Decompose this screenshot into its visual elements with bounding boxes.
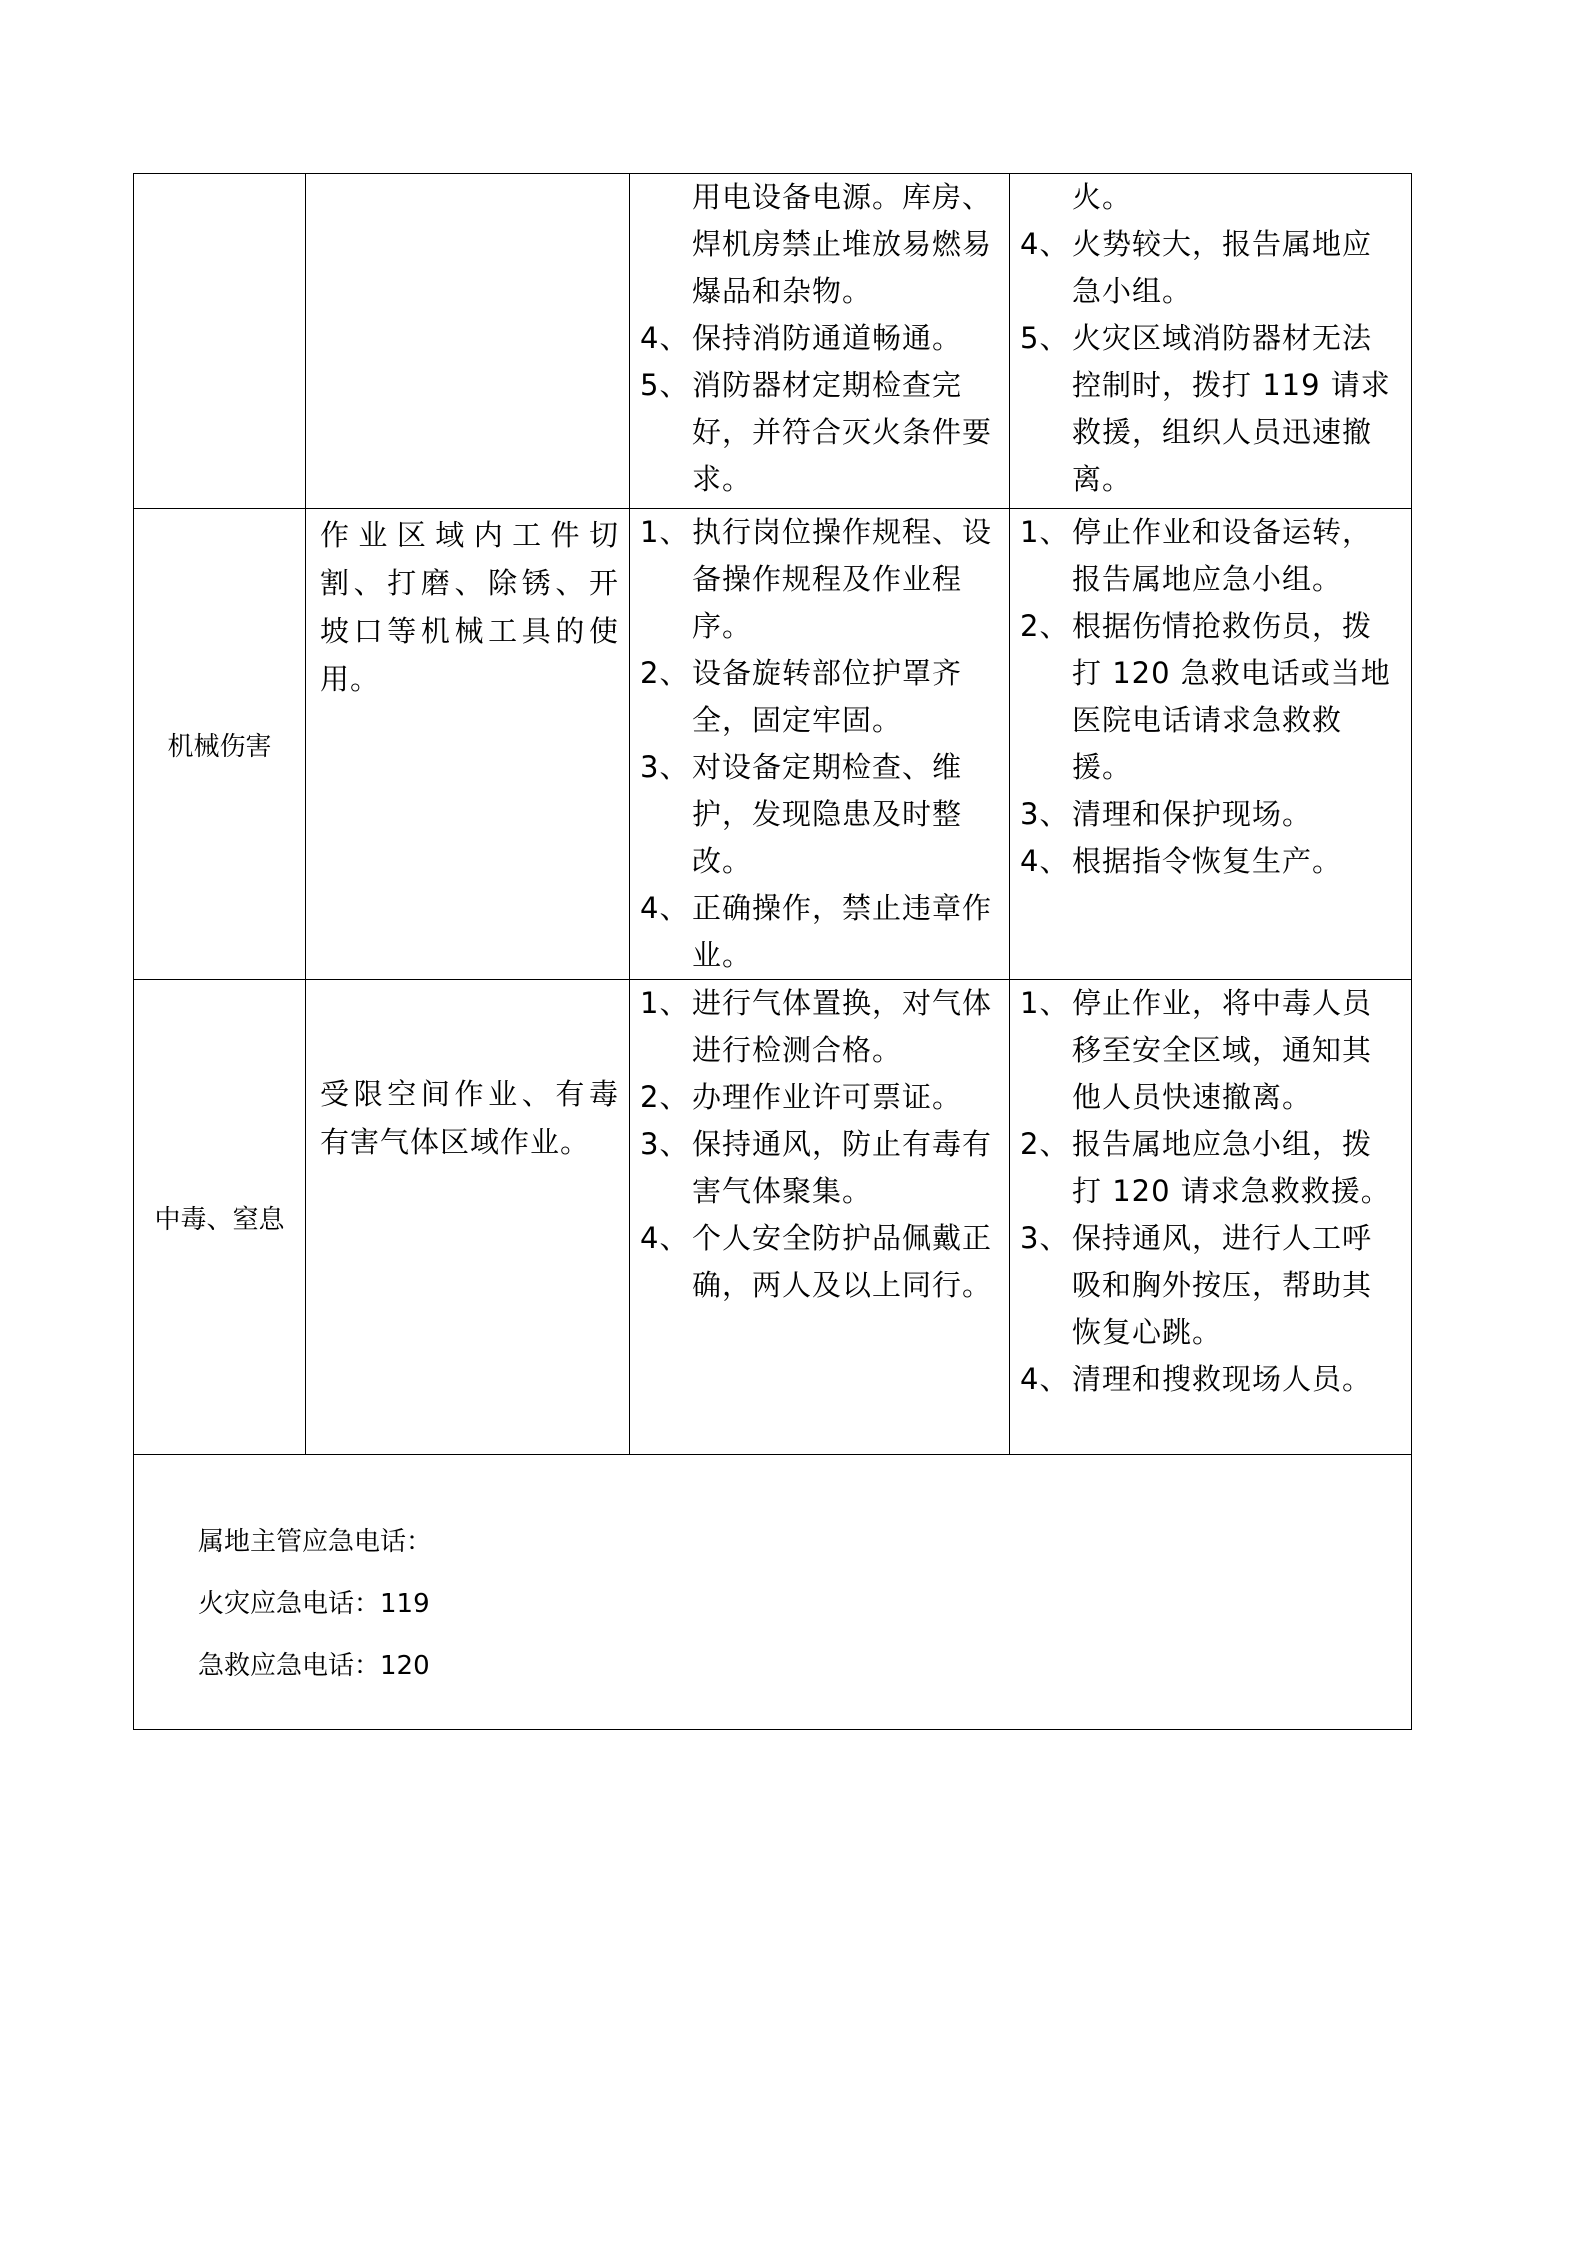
response-list <box>1010 174 1411 503</box>
contacts-cell <box>134 1455 1412 1730</box>
list-item: 用电设备电源。库房、焊机房禁止堆放易燃易爆品和杂物。 <box>692 180 993 308</box>
list-item: 3、 保持通风，进行人工呼吸和胸外按压，帮助其恢复心跳。 <box>1020 1221 1373 1349</box>
list-item: 5、 火灾区域消防器材无法控制时，拨打 119 请求救援，组织人员迅速撤离。 <box>1020 321 1391 496</box>
list-item: 3、 对设备定期检查、维护，发现隐患及时整改。 <box>640 750 963 878</box>
list-item: 火。 <box>1072 180 1133 214</box>
description-cell <box>306 174 630 509</box>
list-item: 3、 保持通风，防止有毒有害气体聚集。 <box>640 1127 993 1208</box>
list-item: 2、 办理作业许可票证。 <box>640 1080 963 1114</box>
list-item: 1、 停止作业和设备运转，报告属地应急小组。 <box>1020 515 1373 596</box>
description-cell: 受限空间作业、有毒有害气体区域作业。 <box>306 980 630 1455</box>
hazard-category-cell: 机械伤害 <box>134 509 306 980</box>
measures-cell <box>630 174 1010 509</box>
list-item: 4、 火势较大，报告属地应急小组。 <box>1020 227 1373 308</box>
list-item: 4、 正确操作，禁止违章作业。 <box>640 891 993 972</box>
response-cell <box>1010 174 1412 509</box>
site-supervisor-phone: 属地主管应急电话： <box>198 1527 433 1557</box>
response-list <box>1010 980 1411 1403</box>
table-row <box>134 980 1412 1455</box>
list-item: 4、 清理和搜救现场人员。 <box>1020 1362 1373 1396</box>
list-item: 1、 停止作业，将中毒人员移至安全区域，通知其他人员快速撤离。 <box>1020 986 1373 1114</box>
measures-list <box>630 174 1009 503</box>
table-row <box>134 174 1412 509</box>
first-aid-phone: 急救应急电话：120 <box>198 1651 430 1681</box>
list-item: 4、 保持消防通道畅通。 <box>640 321 963 355</box>
response-cell <box>1010 980 1412 1455</box>
response-list <box>1010 509 1411 885</box>
list-item: 4、 个人安全防护品佩戴正确，两人及以上同行。 <box>640 1221 993 1302</box>
measures-cell <box>630 980 1010 1455</box>
list-item: 2、 报告属地应急小组，拨打 120 请求急救救援。 <box>1020 1127 1391 1208</box>
hazard-category-cell <box>134 174 306 509</box>
emergency-table <box>133 173 1412 1730</box>
list-item: 2、 根据伤情抢救伤员，拨打 120 急救电话或当地医院电话请求急救救援。 <box>1020 609 1391 784</box>
hazard-category-cell: 中毒、窒息 <box>134 980 306 1455</box>
description-cell: 作业区域内工件切割、打磨、除锈、开坡口等机械工具的使用。 <box>306 509 630 980</box>
fire-emergency-phone: 火灾应急电话：119 <box>198 1589 430 1619</box>
list-item: 1、 执行岗位操作规程、设备操作规程及作业程序。 <box>640 515 993 643</box>
list-item: 1、 进行气体置换，对气体进行检测合格。 <box>640 986 993 1067</box>
measures-list <box>630 509 1009 979</box>
table-row <box>134 509 1412 980</box>
list-item: 2、 设备旋转部位护罩齐全，固定牢固。 <box>640 656 963 737</box>
measures-cell <box>630 509 1010 980</box>
list-item: 5、 消防器材定期检查完好，并符合灭火条件要求。 <box>640 368 993 496</box>
measures-list <box>630 980 1009 1309</box>
response-cell <box>1010 509 1412 980</box>
list-item: 3、 清理和保护现场。 <box>1020 797 1313 831</box>
contacts-row <box>134 1455 1412 1730</box>
list-item: 4、 根据指令恢复生产。 <box>1020 844 1343 878</box>
